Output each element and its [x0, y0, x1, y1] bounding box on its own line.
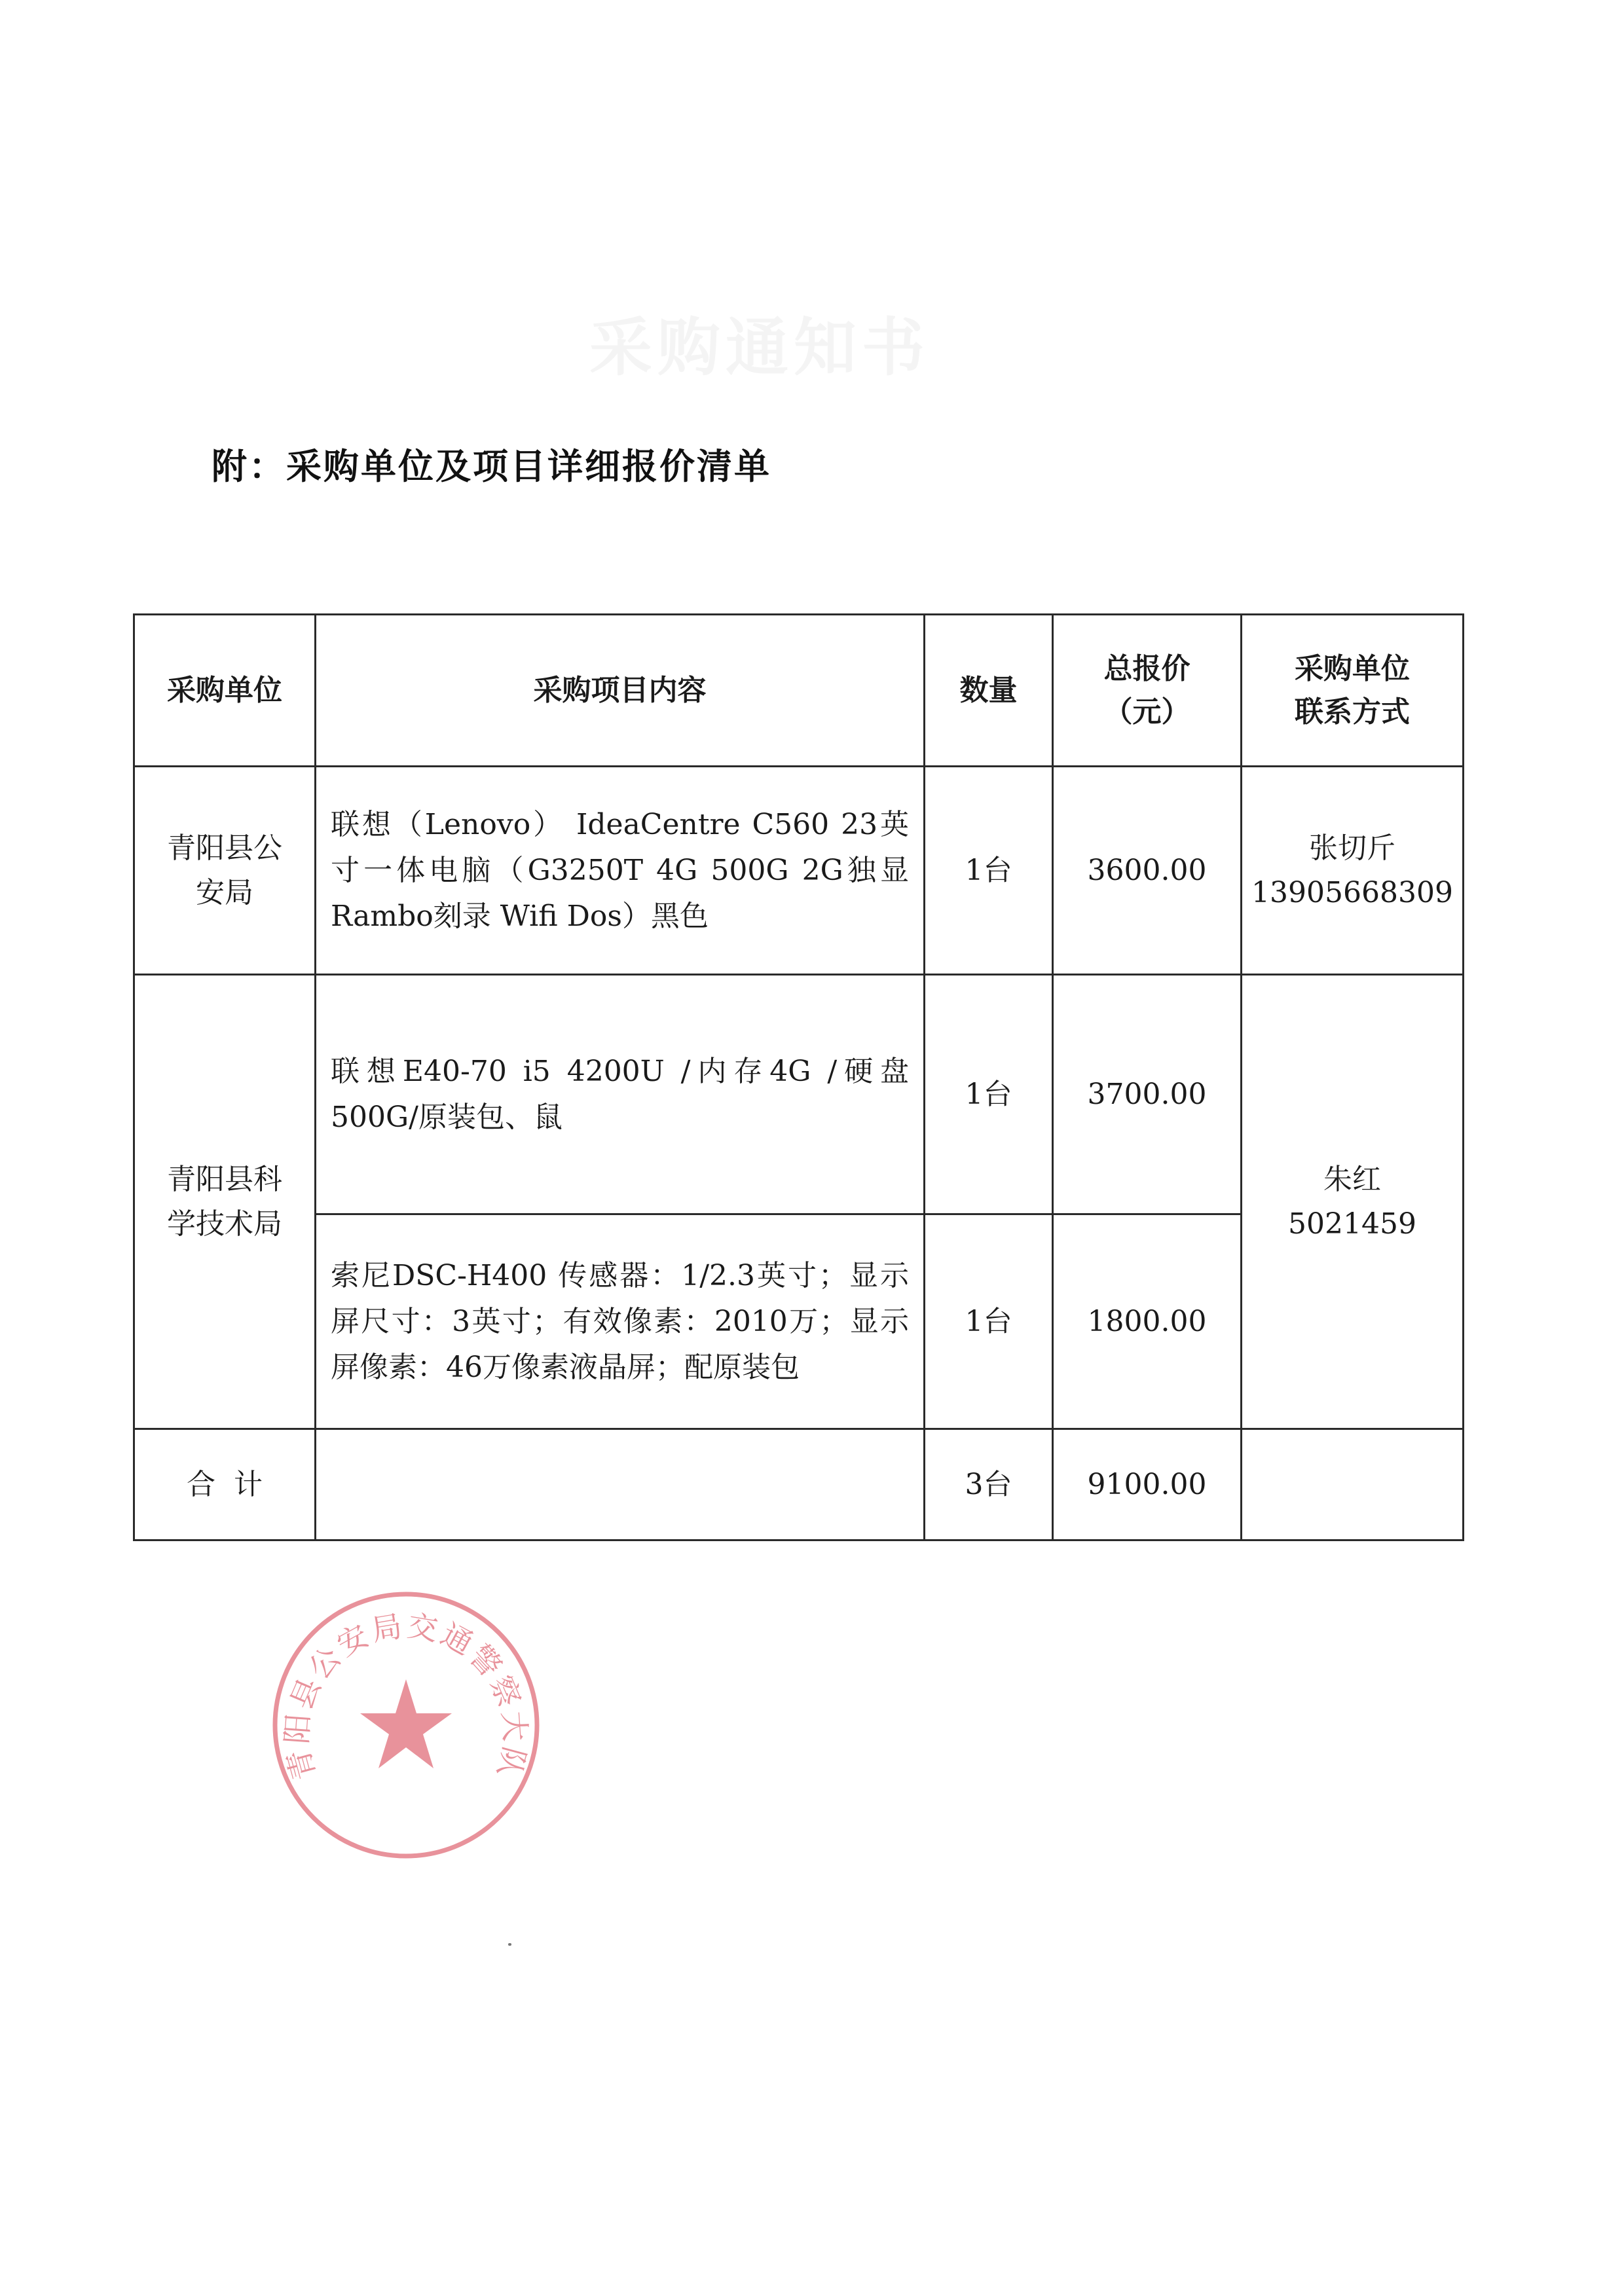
- cell-unit: 青阳县公安局: [134, 767, 316, 975]
- faint-bleed-through-title: [589, 298, 930, 388]
- quotation-table: [133, 613, 1464, 1541]
- header-price-line1: 总报价: [1103, 651, 1190, 685]
- total-price: 9100.00: [1053, 1429, 1242, 1540]
- page-title: 附：采购单位及项目详细报价清单: [212, 446, 771, 487]
- header-contact-line1: 采购单位: [1295, 651, 1410, 685]
- star-icon: [360, 1679, 452, 1768]
- cell-content: 联想E40-70 i5 4200U /内存4G /硬盘500G/原装包、鼠: [316, 975, 925, 1214]
- total-label: 合 计: [134, 1429, 316, 1540]
- cell-qty: 1台: [925, 975, 1053, 1214]
- contact-name: 张切斤: [1309, 831, 1395, 865]
- cell-qty: 1台: [925, 1214, 1053, 1429]
- total-qty: 3台: [925, 1429, 1053, 1540]
- scan-speck: [508, 1943, 511, 1946]
- total-content: [316, 1429, 925, 1540]
- header-price: [1053, 615, 1242, 767]
- total-contact: [1242, 1429, 1464, 1540]
- header-content: 采购项目内容: [316, 615, 925, 767]
- total-row: [134, 1429, 1464, 1540]
- cell-contact: [1242, 975, 1464, 1429]
- table-row: [134, 975, 1464, 1214]
- header-contact: [1242, 615, 1464, 767]
- contact-phone: 5021459: [1288, 1207, 1416, 1241]
- official-seal: [268, 1588, 544, 1863]
- header-contact-line2: 联系方式: [1295, 695, 1410, 729]
- cell-content: 联想（Lenovo） IdeaCentre C560 23英寸一体电脑（G3250T 4G 500G 2G独显 Rambo刻录 Wifi Dos）黑色: [316, 767, 925, 975]
- table-header-row: [134, 615, 1464, 767]
- table-row: [134, 767, 1464, 975]
- seal-text: 青阳县公安局交通警察大队: [278, 1607, 534, 1784]
- cell-price: 1800.00: [1053, 1214, 1242, 1429]
- cell-price: 3600.00: [1053, 767, 1242, 975]
- cell-contact: [1242, 767, 1464, 975]
- cell-unit: 青阳县科学技术局: [134, 975, 316, 1429]
- header-qty: 数量: [925, 615, 1053, 767]
- contact-name: 朱红: [1323, 1162, 1381, 1196]
- cell-price: 3700.00: [1053, 975, 1242, 1214]
- cell-content: 索尼DSC-H400 传感器：1/2.3英寸；显示屏尺寸：3英寸；有效像素：2010万；显示屏像素：46万像素液晶屏；配原装包: [316, 1214, 925, 1429]
- header-unit: 采购单位: [134, 615, 316, 767]
- cell-qty: 1台: [925, 767, 1053, 975]
- header-price-line2: （元）: [1103, 695, 1190, 729]
- contact-phone: 13905668309: [1251, 875, 1453, 909]
